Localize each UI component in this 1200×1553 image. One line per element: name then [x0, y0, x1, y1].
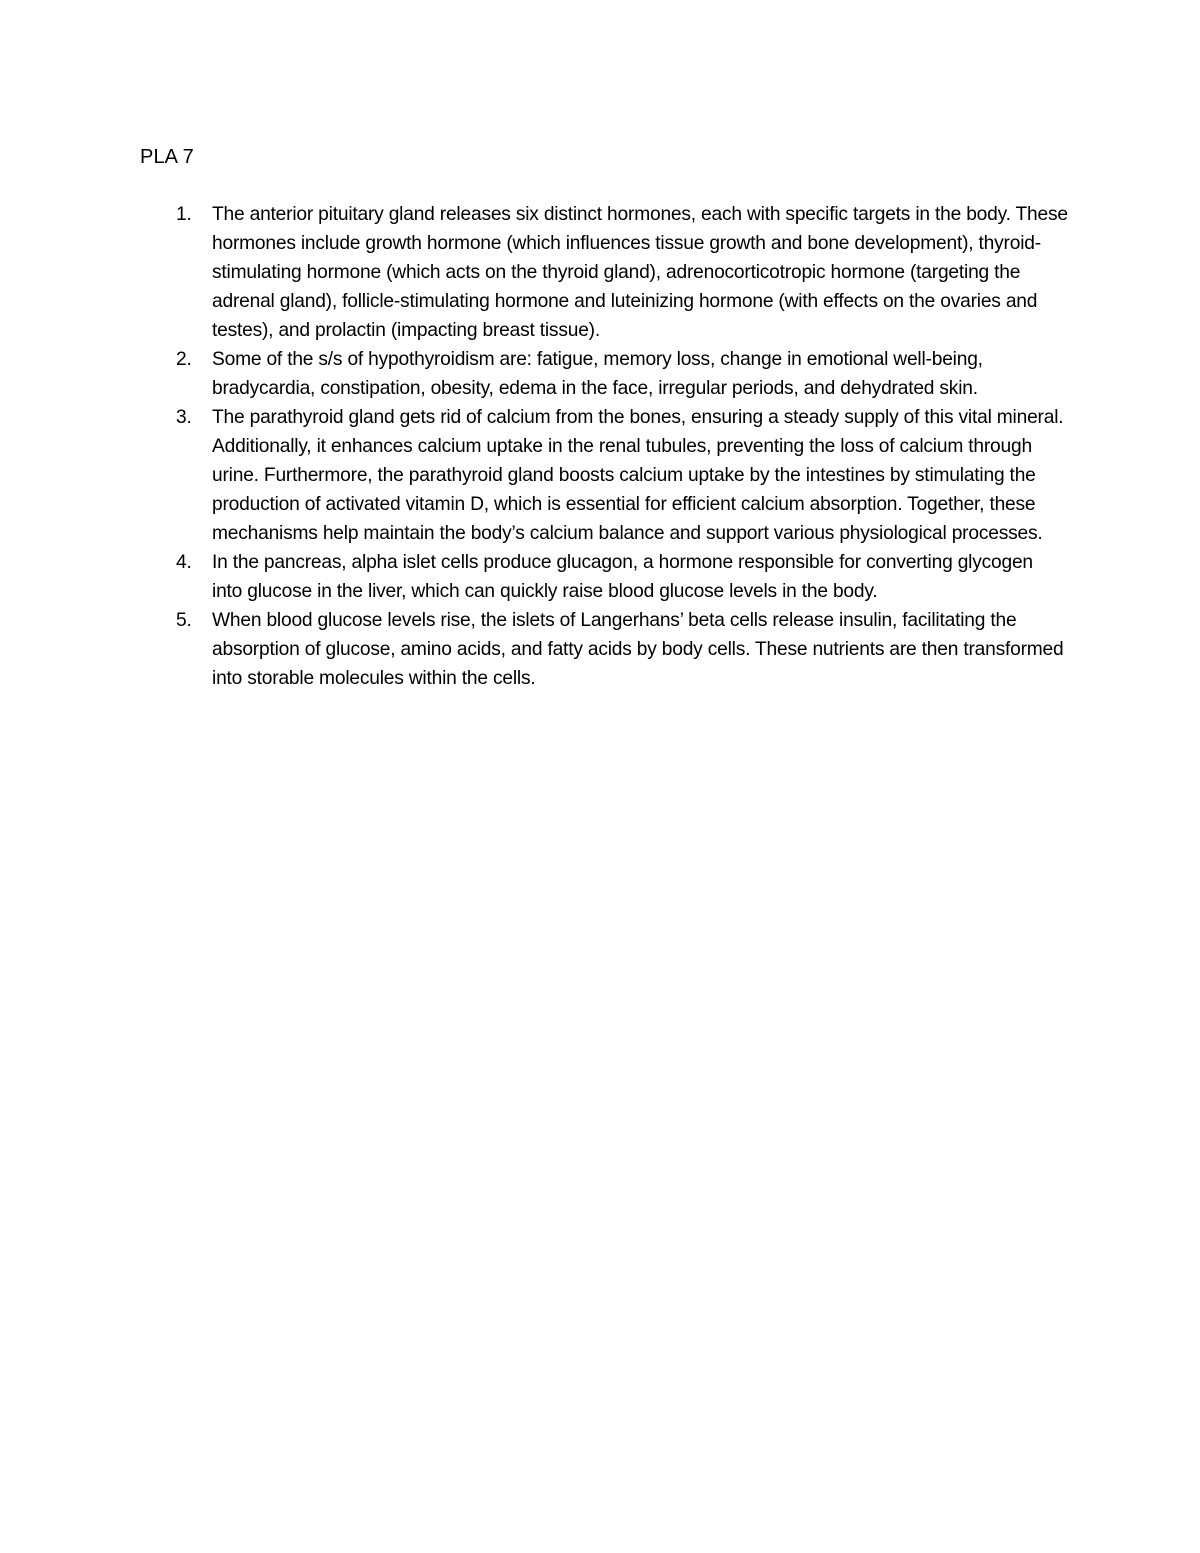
item-text: The anterior pituitary gland releases six distinct hormones, each with specific targets in the body. These hormones include growth hormone (which influences tissue growth and bone development), thyroid-stimulating hormone (which acts on the thyroid gland), adrenocorticotropic hormone (targeting the adrenal gland), follicle-stimulating hormone and luteinizing hormone (with effects on the ovaries and testes), and prolactin (impacting breast tissue). — [212, 204, 1068, 341]
list-item — [168, 200, 1068, 345]
item-text: In the pancreas, alpha islet cells produce glucagon, a hormone responsible for converting glycogen into glucose in the liver, which can quickly raise blood glucose levels in the body. — [212, 552, 1033, 602]
item-number: 3. — [176, 407, 192, 428]
answer-list — [168, 200, 1068, 693]
item-number: 5. — [176, 610, 192, 631]
item-text: The parathyroid gland gets rid of calcium from the bones, ensuring a steady supply of this vital mineral. Additionally, it enhances calcium uptake in the renal tubules, preventing the loss of calcium through urine. Furthermore, the parathyroid gland boosts calcium uptake by the intestines by stimulating the production of activated vitamin D, which is essential for efficient calcium absorption. Together, these mechanisms help maintain the body’s calcium balance and support various physiological processes. — [212, 407, 1064, 544]
item-text: When blood glucose levels rise, the islets of Langerhans’ beta cells release insulin, facilitating the absorption of glucose, amino acids, and fatty acids by body cells. These nutrients are then transformed into storable molecules within the cells. — [212, 610, 1064, 689]
list-item — [168, 606, 1068, 693]
item-text: Some of the s/s of hypothyroidism are: fatigue, memory loss, change in emotional well-being, bradycardia, constipation, obesity, edema in the face, irregular periods, and dehydrated skin. — [212, 349, 983, 399]
list-item — [168, 345, 1068, 403]
document-title: PLA 7 — [140, 146, 194, 168]
item-number: 1. — [176, 204, 192, 225]
list-item — [168, 403, 1068, 548]
list-item — [168, 548, 1068, 606]
item-number: 2. — [176, 349, 192, 370]
item-number: 4. — [176, 552, 192, 573]
